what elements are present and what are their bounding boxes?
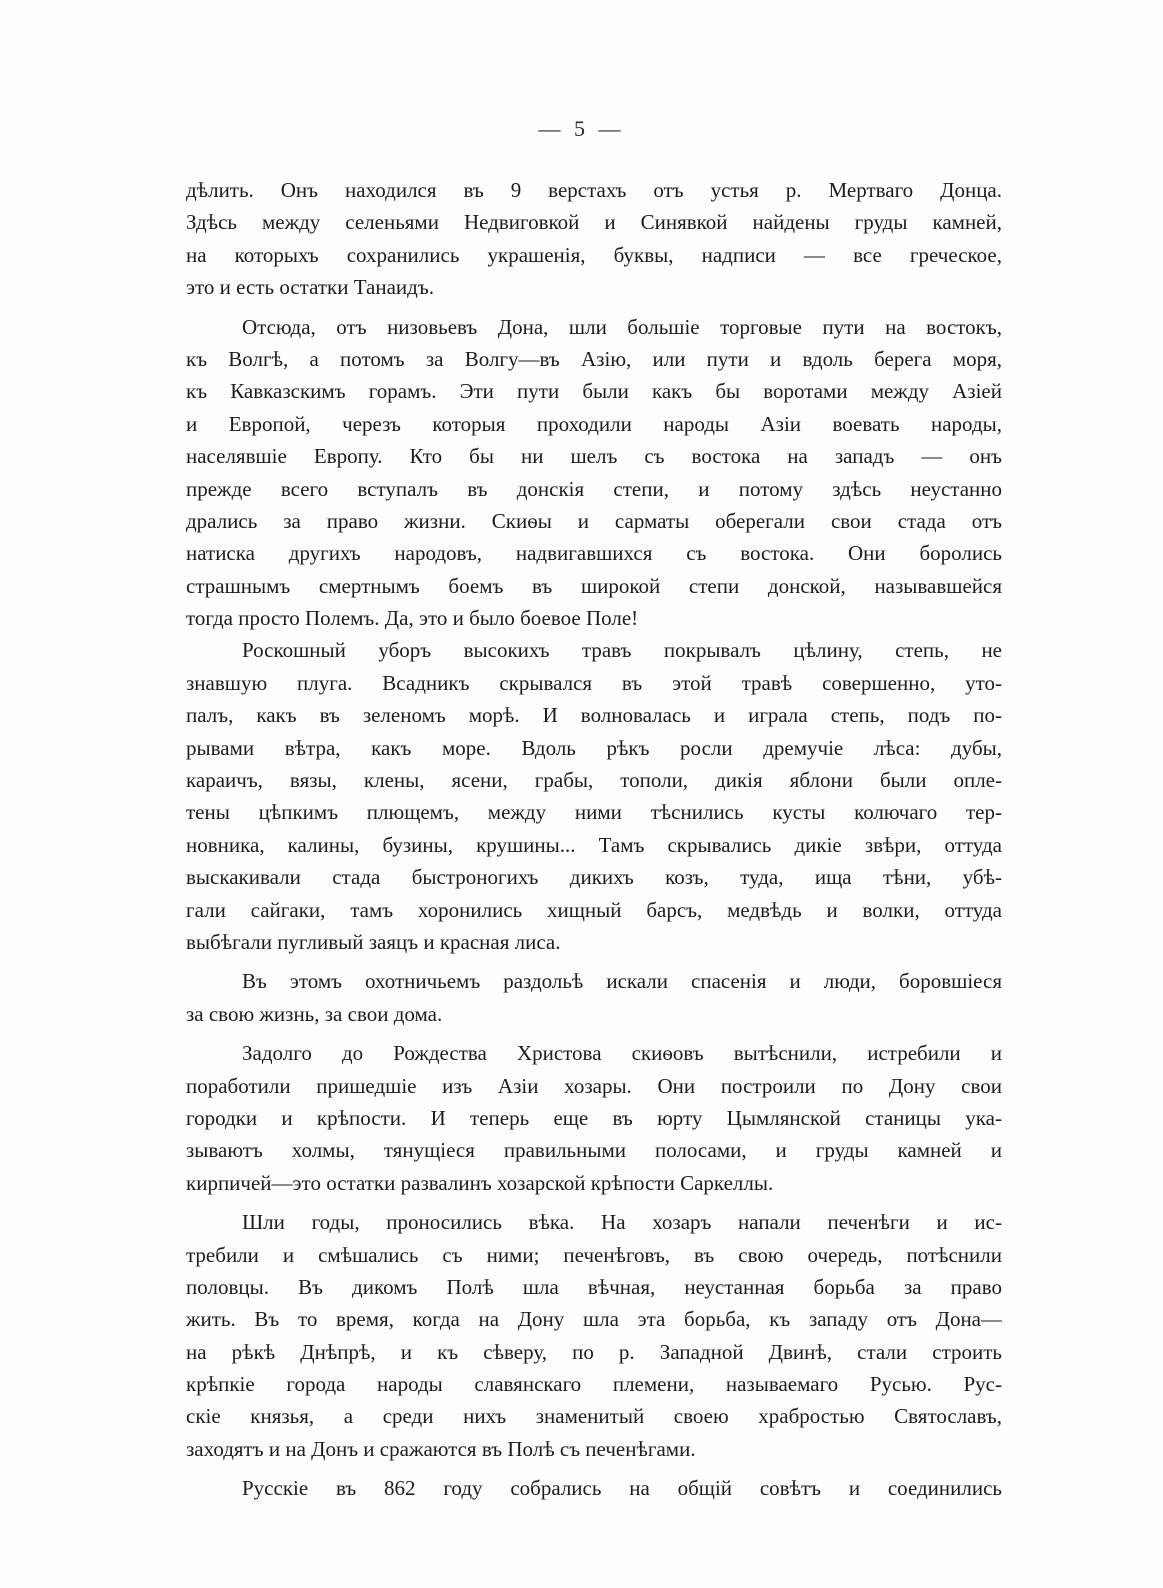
text-line: на которыхъ сохранились украшенія, буквы, надписи — все греческое,	[186, 242, 1002, 267]
text-line: Роскошный уборъ высокихъ травъ покрывалъ цѣлину, степь, не	[242, 638, 1002, 663]
text-line: къ Кавказскимъ горамъ. Эти пути были какъ бы воротами между Азіей	[186, 379, 1002, 404]
text-line: заходятъ и на Донъ и сражаются въ Полѣ съ печенѣгами.	[186, 1436, 696, 1461]
text-line: Задолго до Рождества Христова скиѳовъ вытѣснили, истребили и	[242, 1041, 1002, 1066]
text-line: половцы. Въ дикомъ Полѣ шла вѣчная, неустанная борьба за право	[186, 1274, 1002, 1299]
text-line: Шли годы, проносились вѣка. На хозаръ напали печенѣги и ис-	[242, 1210, 1002, 1235]
text-line: Здѣсь между селеньями Недвиговкой и Синявкой найдены груды камней,	[186, 210, 1002, 235]
page-number: — 5 —	[538, 116, 625, 141]
text-line: дрались за право жизни. Скиѳы и сарматы оберегали свои стада отъ	[186, 508, 1002, 533]
text-line: рывами вѣтра, какъ море. Вдоль рѣкъ росли дремучіе лѣса: дубы,	[186, 735, 1002, 760]
text-line: палъ, какъ въ зеленомъ морѣ. И волновалась и играла степь, подъ по-	[186, 703, 1002, 728]
text-line: прежде всего вступалъ въ донскія степи, и потому здѣсь неустанно	[186, 476, 1002, 501]
text-line: страшнымъ смертнымъ боемъ въ широкой степи донской, называвшейся	[186, 573, 1002, 598]
text-line: натиска другихъ народовъ, надвигавшихся съ востока. Они боролись	[186, 541, 1002, 566]
text-line: скіе князья, а среди нихъ знаменитый своею храбростью Святославъ,	[186, 1404, 1002, 1429]
text-line: Отсюда, отъ низовьевъ Дона, шли большіе торговые пути на востокъ,	[242, 314, 1002, 339]
text-line: и Европой, черезъ которыя проходили народы Азіи воевать народы,	[186, 411, 1002, 436]
text-line: жить. Въ то время, когда на Дону шла эта борьба, къ западу отъ Дона—	[186, 1307, 1002, 1332]
text-line: тены цѣпкимъ плющемъ, между ними тѣснились кусты колючаго тер-	[186, 800, 1002, 825]
text-line: гали сайгаки, тамъ хоронились хищный барсъ, медвѣдь и волки, оттуда	[186, 897, 1002, 922]
text-line: требили и смѣшались съ ними; печенѣговъ, въ свою очередь, потѣснили	[186, 1242, 1002, 1267]
text-line: караичъ, вязы, клены, ясени, грабы, тополи, дикія яблони были опле-	[186, 768, 1002, 793]
text-line: зываютъ холмы, тянущіеся правильными полосами, и груды камней и	[186, 1138, 1002, 1163]
text-line: тогда просто Полемъ. Да, это и было боевое Поле!	[186, 606, 639, 631]
text-line: дѣлить. Онъ находился въ 9 верстахъ отъ устья р. Мертваго Донца.	[186, 178, 1002, 202]
text-line: городки и крѣпости. И теперь еще въ юрту Цымлянской станицы ука-	[186, 1105, 1002, 1130]
text-line: поработили пришедшіе изъ Азіи хозары. Они построили по Дону свои	[186, 1073, 1002, 1098]
body-text	[186, 174, 1002, 1505]
text-line: кирпичей—это остатки развалинъ хозарской крѣпости Саркеллы.	[186, 1170, 774, 1195]
text-line: новника, калины, бузины, крушины... Тамъ скрывались дикіе звѣри, оттуда	[186, 832, 1002, 857]
text-line: населявшіе Европу. Кто бы ни шелъ съ востока на западъ — онъ	[186, 444, 1002, 469]
text-line: крѣпкіе города народы славянскаго племени, называемаго Русью. Рус-	[186, 1372, 1002, 1397]
text-line: Въ этомъ охотничьемъ раздольѣ искали спасенія и люди, боровшіеся	[242, 969, 1002, 994]
text-line: Русскіе въ 862 году собрались на общій совѣтъ и соединились	[242, 1476, 1002, 1501]
text-line: знавшую плуга. Всадникъ скрывался въ этой травѣ совершенно, уто-	[186, 670, 1002, 695]
text-line: выбѣгали пугливый заяцъ и красная лиса.	[186, 929, 561, 954]
text-line: къ Волгѣ, а потомъ за Волгу—въ Азію, или пути и вдоль берега моря,	[186, 346, 1002, 371]
text-line: выскакивали стада быстроногихъ дикихъ козъ, туда, ища тѣни, убѣ-	[186, 865, 1002, 890]
text-line: на рѣкѣ Днѣпрѣ, и къ сѣверу, по р. Западной Двинѣ, стали строить	[186, 1339, 1002, 1364]
text-line: это и есть остатки Танаидъ.	[186, 275, 434, 300]
text-line: за свою жизнь, за свои дома.	[186, 1001, 443, 1026]
